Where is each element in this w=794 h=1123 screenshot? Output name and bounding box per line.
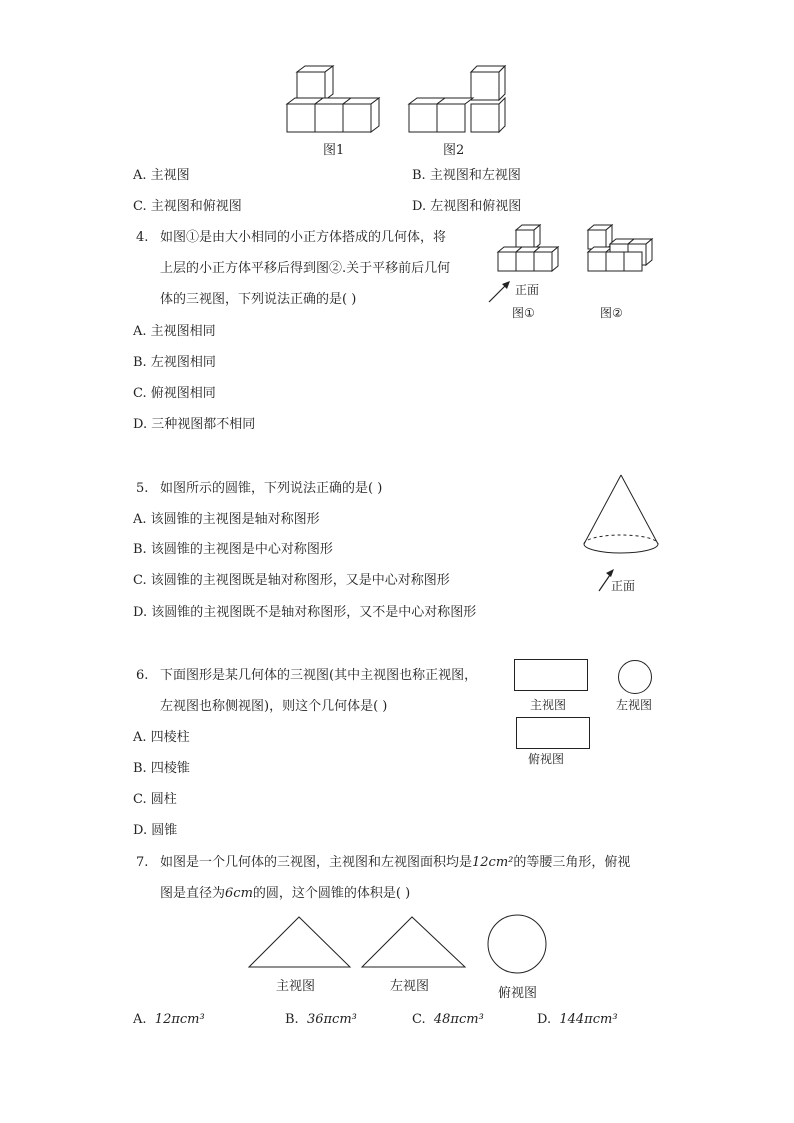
q4-stem-line-1: 如图①是由大小相同的小正方体搭成的几何体，将: [160, 230, 447, 245]
q6-left-view-circle: [617, 659, 653, 695]
q5-option-b: B. 该圆锥的主视图是中心对称图形: [133, 542, 333, 557]
q6-main-view-label: 主视图: [530, 698, 567, 712]
q6-top-view-label: 俯视图: [528, 752, 565, 766]
q7-option-b-value: 36πcm³: [306, 1012, 357, 1027]
q7-option-d-value: 144πcm³: [559, 1012, 618, 1027]
q5-option-a: A. 该圆锥的主视图是轴对称图形: [133, 512, 320, 527]
q5-cone-figure: [580, 472, 665, 562]
q7-stem-line-2-a: 图是直径为: [160, 886, 226, 901]
q3-figure-2-caption: 图2: [443, 143, 465, 158]
q3-figure-1-caption: 图1: [323, 143, 345, 158]
q5-front-label: 正面: [611, 579, 636, 593]
q3-option-a: A. 主视图: [133, 168, 190, 183]
q7-stem-line-1-a: 如图是一个几何体的三视图，主视图和左视图面积均是: [160, 855, 473, 870]
q7-option-b: [285, 1012, 357, 1028]
q6-stem-line-2: 左视图也称侧视图)，则这个几何体是( ): [160, 699, 388, 714]
q7-left-view-triangle: [360, 914, 468, 970]
q7-main-view-label: 主视图: [276, 979, 316, 994]
q4-figure-1-caption: 图①: [512, 306, 535, 320]
q4-front-label: 正面: [515, 283, 540, 297]
q7-option-a: [133, 1012, 205, 1028]
q6-left-view-label: 左视图: [616, 698, 653, 712]
q4-option-c: C. 俯视图相同: [133, 386, 216, 401]
q4-option-b: B. 左视图相同: [133, 355, 216, 370]
q7-option-b-label: B.: [285, 1012, 299, 1027]
q5-option-c: C. 该圆锥的主视图既是轴对称图形，又是中心对称图形: [133, 573, 450, 588]
q7-stem-line-2: [160, 886, 410, 902]
q7-option-d: [537, 1012, 618, 1028]
q4-option-a: A. 主视图相同: [133, 324, 216, 339]
q7-option-c-label: C.: [412, 1012, 426, 1027]
q5-number: 5.: [136, 481, 149, 496]
q3-option-d: D. 左视图和俯视图: [412, 199, 522, 214]
q6-stem-line-1: 下面图形是某几何体的三视图(其中主视图也称正视图，: [160, 668, 478, 683]
q4-number: 4.: [136, 230, 149, 245]
q4-stem-line-2: 上层的小正方体平移后得到图②.关于平移前后几何: [160, 261, 451, 276]
q4-option-d: D. 三种视图都不相同: [133, 417, 256, 432]
q4-stem-line-3: 体的三视图，下列说法正确的是( ): [160, 292, 357, 307]
q7-option-c-value: 48πcm³: [433, 1012, 484, 1027]
q5-stem: 如图所示的圆锥，下列说法正确的是( ): [160, 481, 383, 496]
q6-option-b: B. 四棱锥: [133, 761, 190, 776]
q7-main-view-triangle: [247, 914, 353, 970]
q7-diameter-value: 6cm: [225, 886, 253, 901]
q6-option-a: A. 四棱柱: [133, 730, 190, 745]
q4-figure-2-caption: 图②: [600, 306, 623, 320]
q4-figure-1: [494, 222, 569, 274]
q7-top-view-label: 俯视图: [498, 986, 538, 1001]
q7-top-view-circle: [486, 913, 548, 975]
q7-area-value: 12cm²: [472, 855, 514, 870]
q7-number: 7.: [136, 855, 149, 870]
q4-front-arrow: [486, 277, 516, 305]
q6-main-view-rect: [514, 659, 588, 691]
q3-figure-2: [407, 64, 507, 134]
q6-number: 6.: [136, 668, 149, 683]
q3-option-b: B. 主视图和左视图: [412, 168, 521, 183]
q7-left-view-label: 左视图: [390, 979, 430, 994]
q7-option-d-label: D.: [537, 1012, 552, 1027]
q3-option-c: C. 主视图和俯视图: [133, 199, 242, 214]
q6-option-c: C. 圆柱: [133, 792, 177, 807]
q7-option-c: [412, 1012, 484, 1028]
q6-option-d: D. 圆锥: [133, 823, 178, 838]
q7-stem-line-2-b: 的圆，这个圆锥的体积是( ): [252, 886, 411, 901]
q3-figure-1: [285, 64, 385, 134]
q4-figure-2: [584, 222, 662, 274]
q7-stem-line-1-b: 的等腰三角形，俯视: [513, 855, 631, 870]
q6-top-view-rect: [516, 717, 590, 749]
q7-option-a-label: A.: [133, 1012, 147, 1027]
q7-option-a-value: 12πcm³: [154, 1012, 205, 1027]
q7-stem-line-1: [160, 855, 630, 871]
q5-option-d: D. 该圆锥的主视图既不是轴对称图形，又不是中心对称图形: [133, 605, 477, 620]
